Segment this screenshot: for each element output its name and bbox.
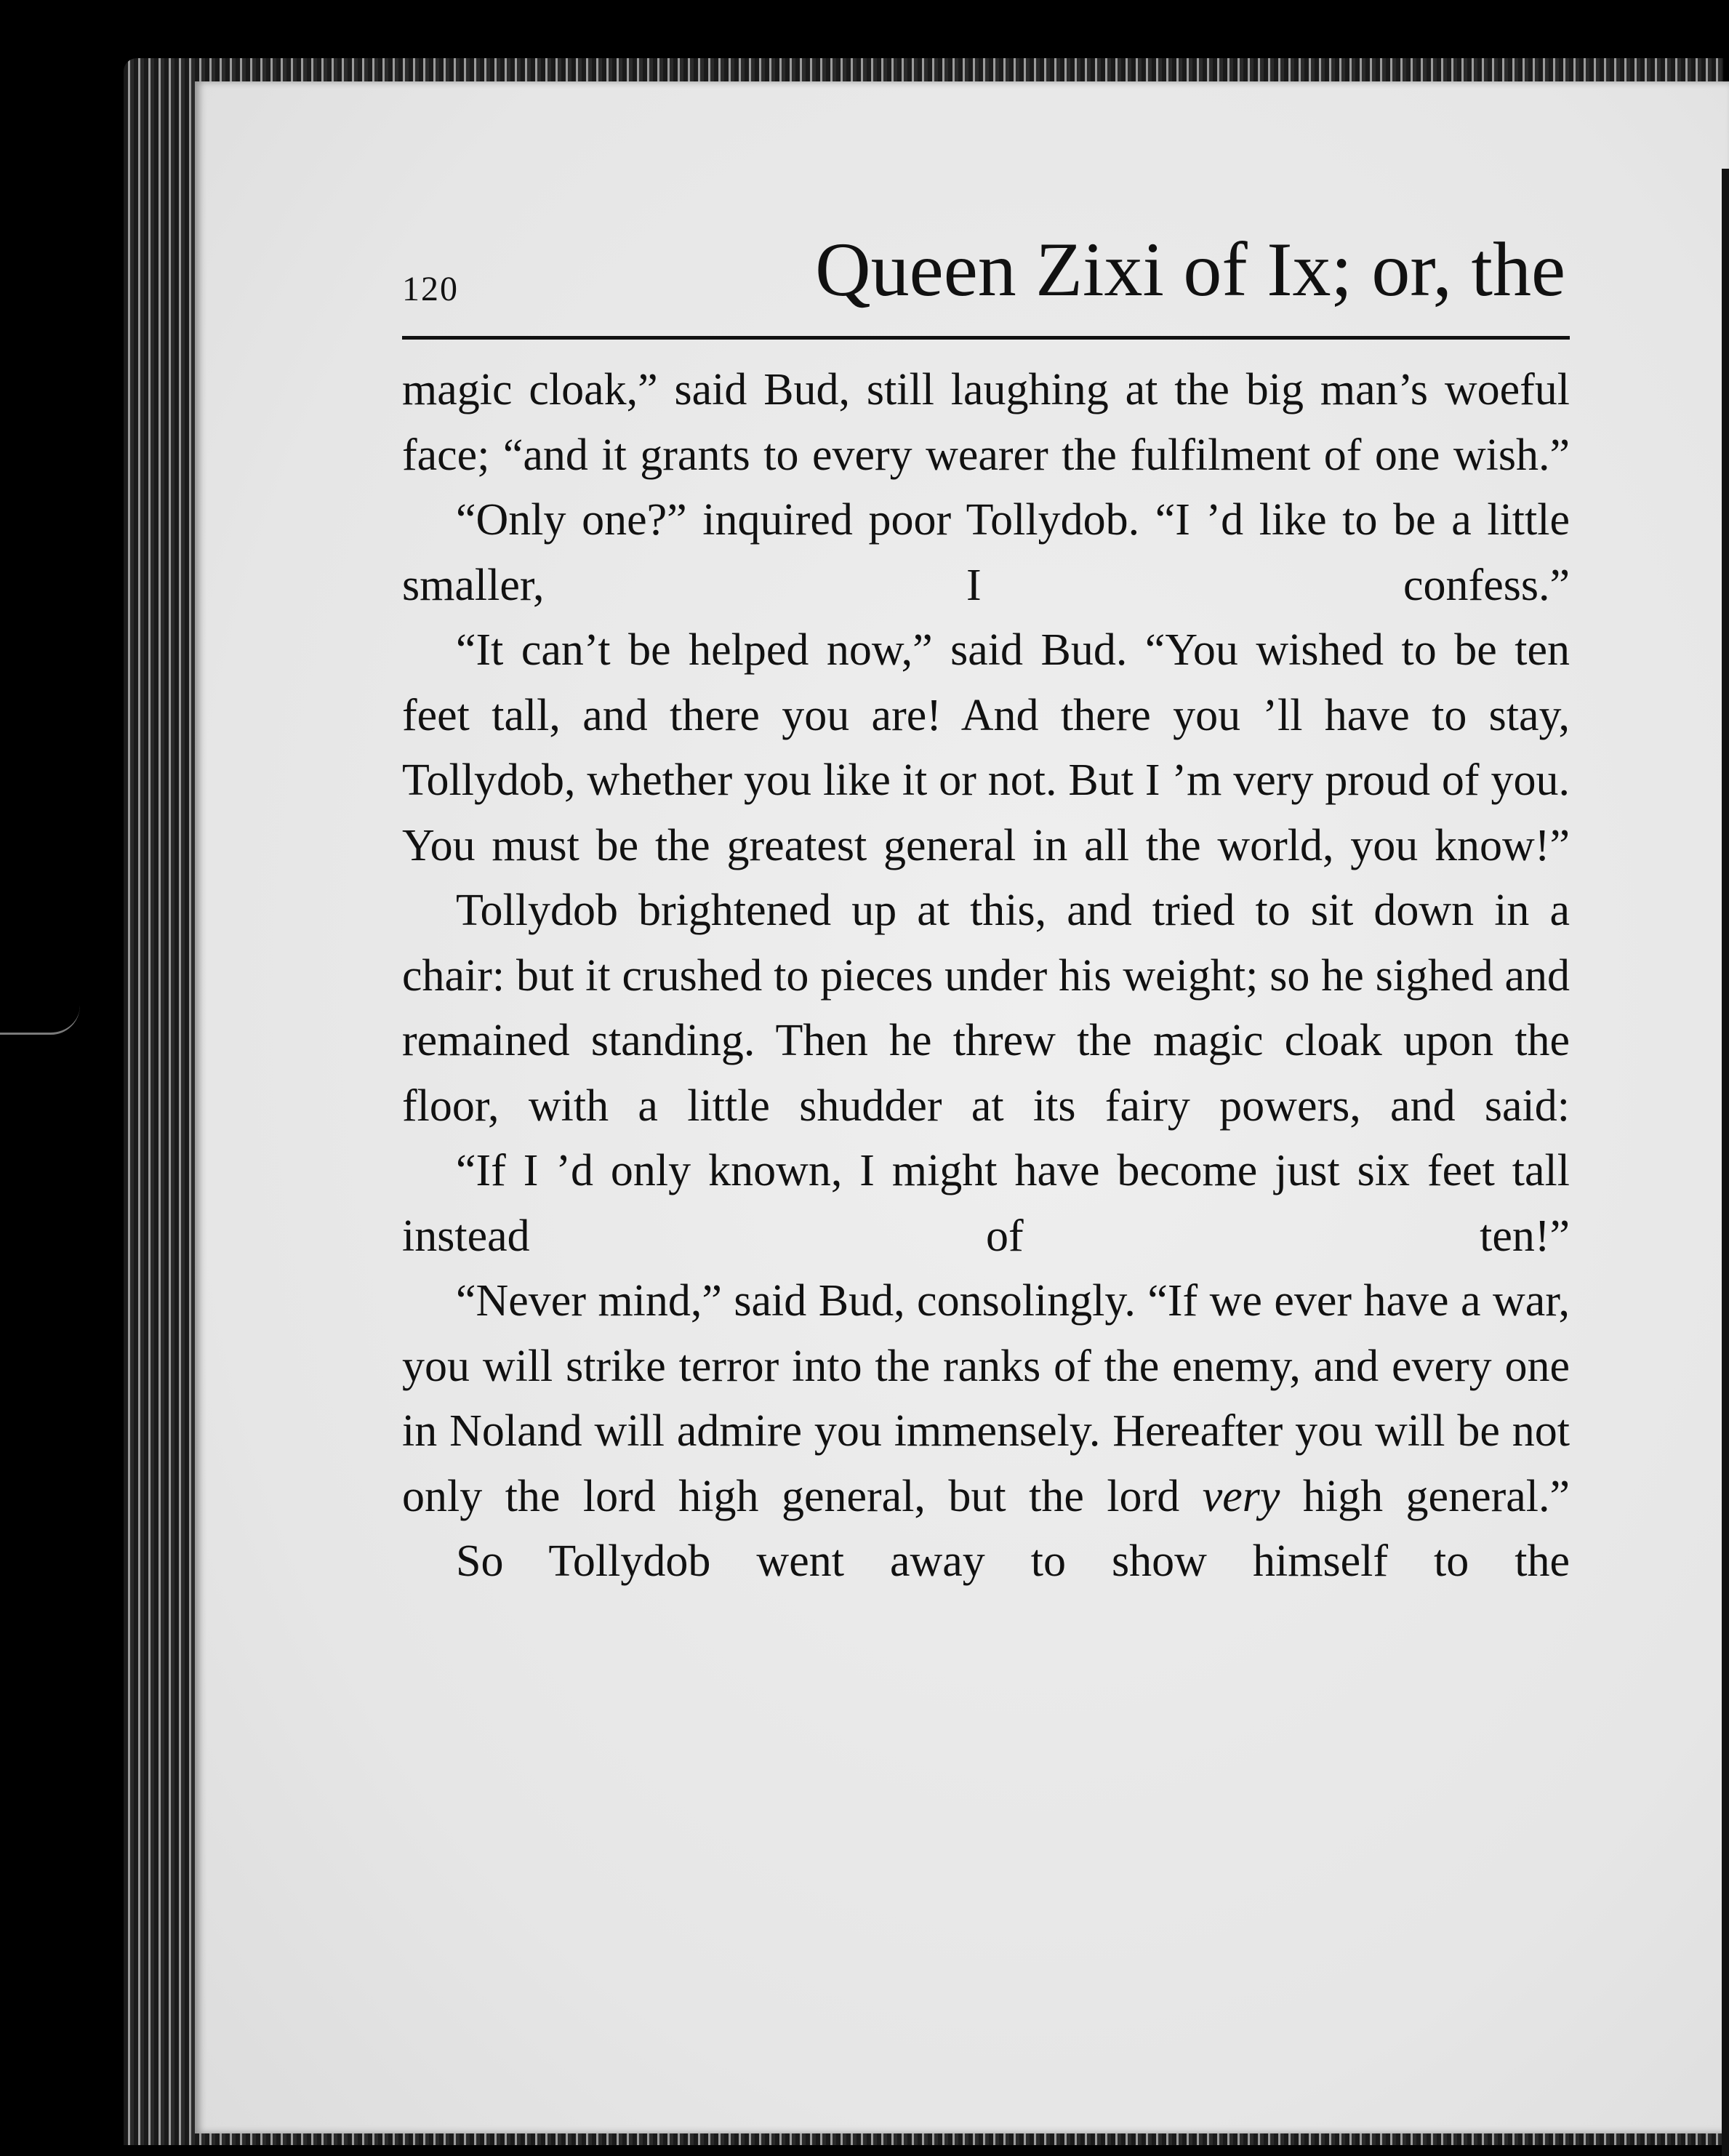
gutter-shadow xyxy=(1722,169,1729,2156)
header-rule xyxy=(402,336,1570,340)
paragraph xyxy=(402,1269,1570,1529)
paragraph: Tollydob brightened up at this, and tried to sit down in a chair: but it crushed to pieces under his weight; so he sighed and remained standing. Then he threw the magic cloak upon the floor, with a little shudder at its fairy powers, and said: xyxy=(402,886,1570,1131)
body-text xyxy=(402,358,1570,1595)
paragraph: So Tollydob went away to show himself to the xyxy=(456,1536,1570,1586)
margin-mark xyxy=(0,1003,80,1035)
page-header xyxy=(402,225,1565,327)
paragraph: “If I ’d only known, I might have become just six feet tall instead of ten!” xyxy=(402,1146,1570,1261)
paragraph-text: high general.” xyxy=(1280,1471,1570,1521)
emphasis-word: very xyxy=(1202,1471,1280,1521)
paragraph: magic cloak,” said Bud, still laughing at the big man’s woeful face; “and it grants to every wearer the fulfilment of one wish.” xyxy=(402,365,1570,480)
paragraph: “Only one?” inquired poor Tollydob. “I ’d like to be a little smaller, I confess.” xyxy=(402,495,1570,610)
paragraph: “It can’t be helped now,” said Bud. “You wished to be ten feet tall, and there you are! And there you ’ll have to stay, Tollydob, whether you like it or not. But I ’m very proud of you. You must be the greatest general in all the world, you know!” xyxy=(402,625,1570,870)
page-number: 120 xyxy=(402,270,459,308)
paragraph-text: “Never mind,” said Bud, consolingly. “If we ever have a war, you will strike terror into the ranks of the enemy, and every one in Noland will admire you immensely. Hereafter you will be not only the lord high general, but the lord xyxy=(402,1276,1570,1521)
running-title: Queen Zixi of Ix; or, the xyxy=(815,227,1565,312)
